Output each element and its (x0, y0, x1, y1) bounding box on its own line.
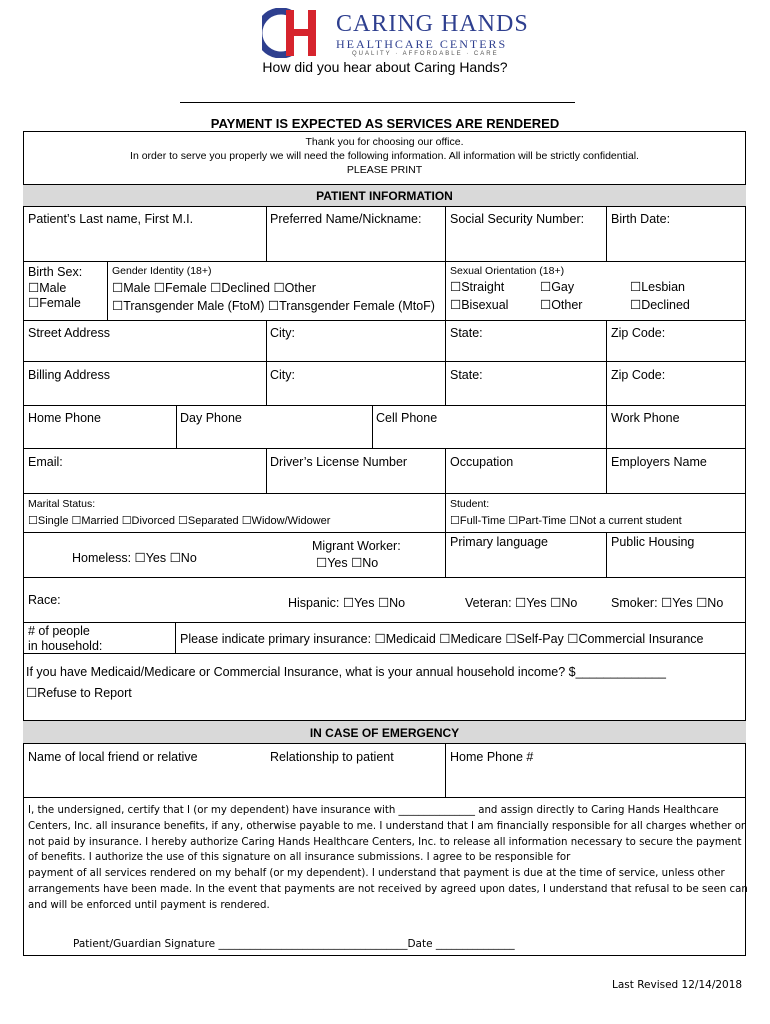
divider (372, 405, 373, 448)
insurance-options[interactable]: Please indicate primary insurance: ☐Medicaid ☐Medicare ☐Self-Pay ☐Commercial Insurance (180, 632, 704, 646)
veteran-options[interactable]: Veteran: ☐Yes ☐No (465, 596, 578, 610)
divider (23, 743, 746, 744)
people-label-2: in household: (28, 639, 103, 653)
divider (176, 405, 177, 448)
gender-options-2[interactable]: ☐Transgender Male (FtoM) ☐Transgender Female (MtoF) (112, 299, 435, 313)
divider (23, 493, 746, 494)
employer-field[interactable]: Employers Name (611, 455, 707, 469)
homeless-options[interactable]: Homeless: ☐Yes ☐No (72, 551, 197, 565)
hear-answer-line[interactable] (180, 102, 575, 103)
billing-city-field[interactable]: City: (270, 368, 295, 382)
marital-label: Marital Status: (28, 498, 96, 510)
race-field[interactable]: Race: (28, 593, 61, 607)
logo-sub: HEALTHCARE CENTERS (336, 37, 508, 51)
bisexual-checkbox[interactable]: ☐Bisexual (450, 298, 509, 312)
lesbian-checkbox[interactable]: ☐Lesbian (630, 280, 685, 294)
divider (445, 206, 446, 261)
divider (23, 577, 746, 578)
divider (23, 797, 746, 798)
authorization-text (28, 803, 748, 914)
migrant-label: Migrant Worker: (312, 539, 401, 553)
divider (23, 448, 746, 449)
female-checkbox[interactable]: ☐Female (28, 296, 81, 310)
birth-date-field[interactable]: Birth Date: (611, 212, 671, 226)
primary-language-field[interactable]: Primary language (450, 535, 548, 549)
billing-zip-field[interactable]: Zip Code: (611, 368, 666, 382)
confidential-text: In order to serve you properly we will need the following information. All information will be strictly confidential. (130, 150, 639, 162)
male-checkbox[interactable]: ☐Male (28, 281, 67, 295)
authorization-line: arrangements have been made. In the event that payments are not received by agreed upon dates, I understand that refusal to be seen can (28, 883, 748, 895)
authorization-line: I, the undersigned, certify that I (or my dependent) have insurance with _______________ and assign directly to Caring Hands Healthcare (28, 805, 719, 816)
gender-options-1[interactable]: ☐Male ☐Female ☐Declined ☐Other (112, 281, 316, 295)
billing-field[interactable]: Billing Address (28, 368, 110, 382)
home-phone-field[interactable]: Home Phone (28, 411, 101, 425)
student-options[interactable]: ☐Full-Time ☐Part-Time ☐Not a current student (450, 515, 682, 527)
ssn-field[interactable]: Social Security Number: (450, 212, 585, 226)
divider (23, 622, 746, 623)
thanks-text: Thank you for choosing our office. (305, 136, 464, 148)
authorization-line: of benefits. I authorize the use of this signature on all insurance submissions. I agree to be responsible for (28, 852, 571, 864)
divider (266, 320, 267, 405)
state-field[interactable]: State: (450, 326, 483, 340)
divider (23, 405, 746, 406)
straight-checkbox[interactable]: ☐Straight (450, 280, 505, 294)
last-name-field[interactable]: Patient’s Last name, First M.I. (28, 212, 194, 226)
authorization-line: payment of all services rendered on my behalf (or my dependent). I understand that payment is due at the time of service, unless other (28, 868, 725, 880)
zip-field[interactable]: Zip Code: (611, 326, 666, 340)
divider (266, 448, 267, 493)
income-field[interactable]: If you have Medicaid/Medicare or Commercial Insurance, what is your annual household income? $_____________ (26, 665, 666, 679)
payment-notice: PAYMENT IS EXPECTED AS SERVICES ARE RENDERED (210, 116, 560, 131)
gender-identity-label: Gender Identity (18+) (112, 265, 212, 277)
public-housing-field[interactable]: Public Housing (611, 535, 695, 549)
divider (23, 320, 746, 321)
preferred-name-field[interactable]: Preferred Name/Nickname: (270, 212, 422, 226)
migrant-options[interactable]: ☐Yes ☐No (316, 556, 379, 570)
emergency-phone-field[interactable]: Home Phone # (450, 750, 534, 764)
logo-tagline: QUALITY · AFFORDABLE · CARE (352, 51, 499, 57)
refuse-checkbox[interactable]: ☐Refuse to Report (26, 686, 132, 700)
divider (606, 320, 607, 405)
divider (606, 448, 607, 493)
authorization-line: Centers, Inc. all insurance benefits, if any, otherwise payable to me. I understand that I am financially responsible for all charges whether or (28, 820, 746, 832)
patient-info-title: PATIENT INFORMATION (316, 189, 453, 203)
authorization-line: and will be enforced until payment is rendered. (28, 899, 270, 911)
relationship-field[interactable]: Relationship to patient (270, 750, 394, 764)
divider (606, 206, 607, 261)
cell-phone-field[interactable]: Cell Phone (376, 411, 438, 425)
smoker-options[interactable]: Smoker: ☐Yes ☐No (611, 596, 724, 610)
occupation-field[interactable]: Occupation (450, 455, 514, 469)
divider (266, 206, 267, 261)
divider (445, 448, 446, 493)
friend-field[interactable]: Name of local friend or relative (28, 750, 198, 764)
logo-brand: CARING HANDS (336, 11, 529, 37)
divider (23, 361, 746, 362)
other-checkbox[interactable]: ☐Other (540, 298, 583, 312)
divider (445, 743, 446, 797)
divider (445, 320, 446, 405)
divider (445, 493, 446, 577)
divider (107, 261, 108, 320)
street-field[interactable]: Street Address (28, 326, 110, 340)
authorization-line: not paid by insurance. I hereby authorize Caring Hands Healthcare Centers, Inc. to release all information necessary to secure the payment (28, 836, 742, 848)
revision-date: Last Revised 12/14/2018 (612, 979, 743, 991)
work-phone-field[interactable]: Work Phone (611, 411, 680, 425)
marital-options[interactable]: ☐Single ☐Married ☐Divorced ☐Separated ☐Widow/Widower (28, 515, 331, 527)
city-field[interactable]: City: (270, 326, 295, 340)
hispanic-options[interactable]: Hispanic: ☐Yes ☐No (288, 596, 406, 610)
divider (23, 532, 746, 533)
divider (606, 532, 607, 577)
orientation-label: Sexual Orientation (18+) (450, 265, 565, 277)
divider (445, 261, 446, 320)
signature-field[interactable]: Patient/Guardian Signature ____________________________________Date _______________ (73, 938, 515, 950)
divider (23, 206, 746, 207)
people-label-1: # of people (28, 624, 90, 638)
email-field[interactable]: Email: (28, 455, 63, 469)
gay-checkbox[interactable]: ☐Gay (540, 280, 575, 294)
emergency-title: IN CASE OF EMERGENCY (309, 726, 460, 740)
print-text: PLEASE PRINT (346, 164, 423, 176)
divider (23, 653, 746, 654)
billing-state-field[interactable]: State: (450, 368, 483, 382)
license-field[interactable]: Driver’s License Number (270, 455, 408, 469)
divider (175, 622, 176, 653)
declined-checkbox[interactable]: ☐Declined (630, 298, 690, 312)
divider (606, 405, 607, 448)
hear-question: How did you hear about Caring Hands? (262, 59, 508, 75)
birth-sex-label: Birth Sex: (28, 265, 83, 279)
divider (23, 261, 746, 262)
student-label: Student: (450, 498, 490, 510)
day-phone-field[interactable]: Day Phone (180, 411, 242, 425)
caring-hands-logo-icon (262, 8, 328, 58)
